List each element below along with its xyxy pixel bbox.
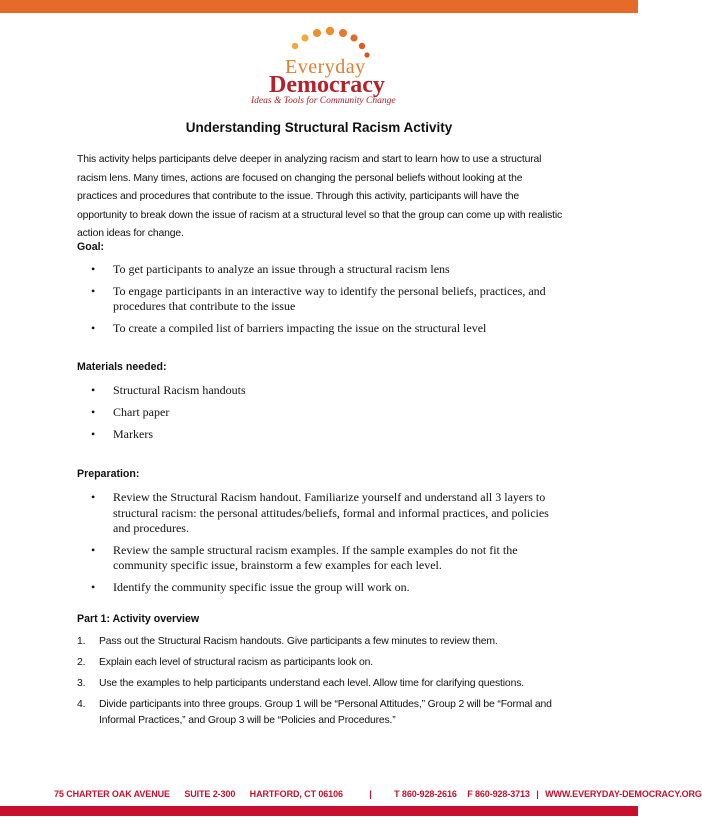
step-text: Pass out the Structural Racism handouts. Give participants a few minutes to review them. (99, 636, 498, 647)
goal-item: • To get participants to analyze an issue through a structural racism lens (77, 262, 567, 278)
preparation-item: • Identify the community specific issue the group will work on. (77, 580, 567, 596)
footer-separator: | (536, 789, 539, 799)
logo-wordmark-democracy: Democracy (269, 72, 385, 98)
step-text: Divide participants into three groups. Group 1 will be “Personal Attitudes,” Group 2 will be “Formal and Informal Practices,” and Group 3 will be “Policies and Procedures.” (99, 699, 552, 726)
step-number: 4. (77, 699, 86, 710)
step-item (77, 634, 567, 650)
footer-fax: F 860-928-3713 (467, 789, 530, 799)
footer-address: 75 CHARTER OAK AVENUE (54, 789, 170, 799)
preparation-item: • Review the sample structural racism examples. If the sample examples do not fit the community specific issue, brainstorm a few examples for each level. (77, 543, 567, 574)
preparation-item: • Review the Structural Racism handout. Familiarize yourself and understand all 3 layers to structural racism: the personal attitudes/beliefs, formal and informal practices, and policies and procedures. (77, 490, 567, 537)
document-title: Understanding Structural Racism Activity (185, 120, 453, 135)
intro-paragraph: This activity helps participants delve deeper in analyzing racism and start to learn how to use a structural racism lens. Many times, actions are focused on changing the personal beliefs without looking at the practices and procedures that contribute to the issue. Through this activity, participants will have the opportunity to break down the issue of racism at a structural level so that the group can come up with realistic action ideas for change. (77, 154, 563, 240)
footer-separator: | (369, 789, 372, 799)
logo-wordmark-everyday: Everyday (285, 56, 366, 78)
footer-suite: SUITE 2-300 (184, 789, 236, 799)
step-number: 3. (77, 678, 86, 689)
materials-item: • Chart paper (77, 405, 567, 421)
step-number: 2. (77, 657, 86, 668)
goal-item: • To create a compiled list of barriers impacting the issue on the structural level (77, 321, 567, 337)
logo-tagline: Ideas & Tools for Community Change (251, 96, 396, 106)
preparation-heading: Preparation: (77, 468, 140, 480)
step-number: 1. (77, 636, 86, 647)
materials-item: • Structural Racism handouts (77, 383, 567, 399)
materials-item: • Markers (77, 427, 567, 443)
everyday-democracy-logo (245, 26, 405, 112)
step-item (77, 697, 567, 729)
footer-city: HARTFORD, CT 06106 (249, 789, 343, 799)
materials-heading: Materials needed: (77, 361, 167, 373)
step-item (77, 676, 567, 692)
step-text: Use the examples to help participants understand each level. Allow time for clarifying questions. (99, 678, 524, 689)
step-item (77, 655, 567, 671)
footer-website[interactable]: WWW.EVERYDAY-DEMOCRACY.ORG (545, 789, 702, 799)
footer-phone: T 860-928-2616 (394, 789, 457, 799)
materials-list (77, 383, 567, 443)
goal-item: • To engage participants in an interactive way to identify the personal beliefs, practices, and procedures that contribute to the issue (77, 284, 567, 315)
preparation-list (77, 490, 567, 596)
footer-contact (54, 789, 702, 799)
part1-heading: Part 1: Activity overview (77, 613, 200, 625)
goal-heading: Goal: (77, 241, 105, 253)
bottom-accent-bar (0, 806, 638, 816)
part1-steps-list (77, 634, 567, 729)
step-text: Explain each level of structural racism as participants look on. (99, 657, 373, 668)
goal-list (77, 262, 567, 336)
top-accent-bar (0, 0, 638, 13)
